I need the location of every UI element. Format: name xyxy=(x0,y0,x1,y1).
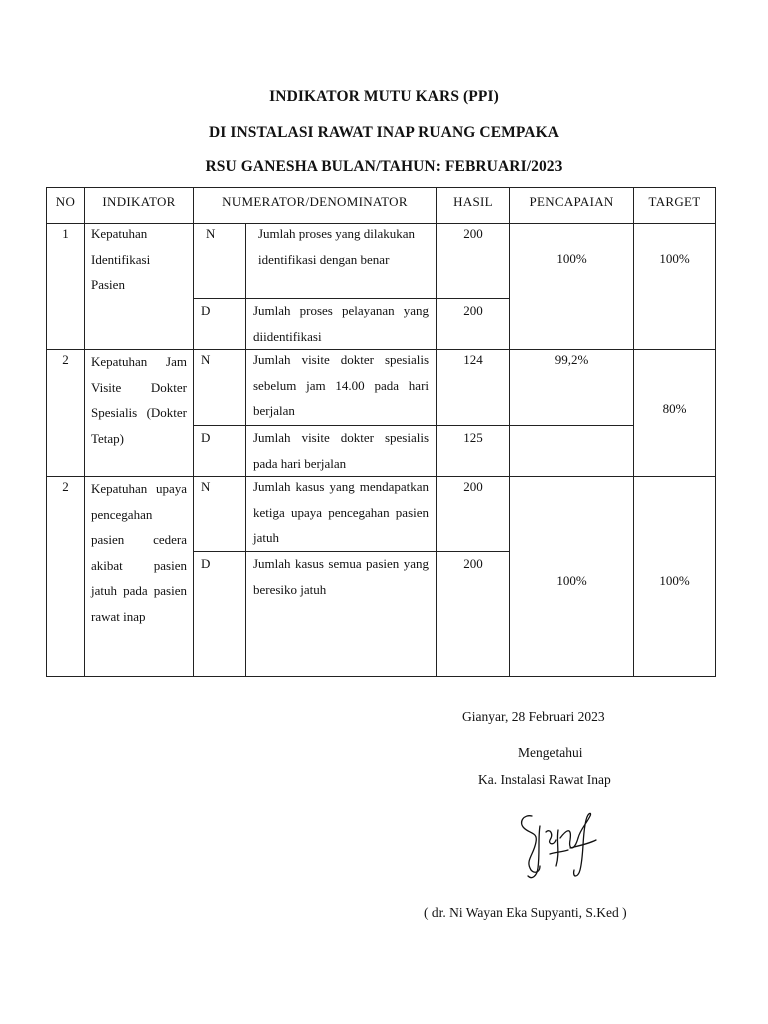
signer-name: ( dr. Ni Wayan Eka Supyanti, S.Ked ) xyxy=(424,905,627,920)
header-target: TARGET xyxy=(634,188,716,224)
numerator-hasil: 124 xyxy=(437,350,510,426)
denominator-hasil: 125 xyxy=(437,426,510,477)
numerator-hasil: 200 xyxy=(437,224,510,299)
signature-icon xyxy=(510,808,605,883)
numerator-label: N xyxy=(194,477,246,552)
document-title-line-2: DI INSTALASI RAWAT INAP RUANG CEMPAKA xyxy=(208,124,560,141)
row-pencapaian: 100% xyxy=(510,477,634,677)
indicator-table xyxy=(46,187,716,677)
document-title-line-3: RSU GANESHA BULAN/TAHUN: FEBRUARI/2023 xyxy=(205,158,563,175)
row-number: 2 xyxy=(47,350,85,477)
denominator-description: Jumlah visite dokter spesialis pada hari berjalan xyxy=(246,426,437,477)
row-pencapaian: 100% xyxy=(510,224,634,350)
numerator-description: Jumlah proses yang dilakukan identifikasi dengan benar xyxy=(246,224,437,299)
denominator-label: D xyxy=(194,552,246,677)
numerator-hasil: 200 xyxy=(437,477,510,552)
signer-position: Ka. Instalasi Rawat Inap xyxy=(478,772,611,787)
row-indikator: Kepatuhan upaya pencegahan pasien cedera akibat pasien jatuh pada pasien rawat inap xyxy=(85,477,194,677)
header-numerator-denominator: NUMERATOR/DENOMINATOR xyxy=(194,188,437,224)
document-title-line-1: INDIKATOR MUTU KARS (PPI) xyxy=(269,88,499,105)
acknowledged-label: Mengetahui xyxy=(518,745,583,760)
numerator-label: N xyxy=(194,350,246,426)
row-target: 100% xyxy=(634,477,716,677)
denominator-hasil: 200 xyxy=(437,552,510,677)
header-pencapaian: PENCAPAIAN xyxy=(510,188,634,224)
row-target: 80% xyxy=(634,350,716,477)
table-row xyxy=(47,224,716,299)
denominator-label: D xyxy=(194,426,246,477)
header-indikator: INDIKATOR xyxy=(85,188,194,224)
row-number: 2 xyxy=(47,477,85,677)
denominator-description: Jumlah proses pelayanan yang diidentifikasi xyxy=(246,299,437,350)
row-indikator: Kepatuhan Identifikasi Pasien xyxy=(85,224,194,350)
denominator-description: Jumlah kasus semua pasien yang beresiko jatuh xyxy=(246,552,437,677)
row-pencapaian: 99,2% xyxy=(510,350,634,426)
numerator-description: Jumlah visite dokter spesialis sebelum jam 14.00 pada hari berjalan xyxy=(246,350,437,426)
header-hasil: HASIL xyxy=(437,188,510,224)
numerator-label: N xyxy=(194,224,246,299)
table-row xyxy=(47,350,716,426)
pencapaian-empty xyxy=(510,426,634,477)
place-date: Gianyar, 28 Februari 2023 xyxy=(462,709,605,724)
header-no: NO xyxy=(47,188,85,224)
denominator-label: D xyxy=(194,299,246,350)
row-number: 1 xyxy=(47,224,85,350)
row-indikator: Kepatuhan Jam Visite Dokter Spesialis (Dokter Tetap) xyxy=(85,350,194,477)
numerator-description: Jumlah kasus yang mendapatkan ketiga upaya pencegahan pasien jatuh xyxy=(246,477,437,552)
row-target: 100% xyxy=(634,224,716,350)
table-header-row xyxy=(47,188,716,224)
table-row xyxy=(47,477,716,552)
denominator-hasil: 200 xyxy=(437,299,510,350)
